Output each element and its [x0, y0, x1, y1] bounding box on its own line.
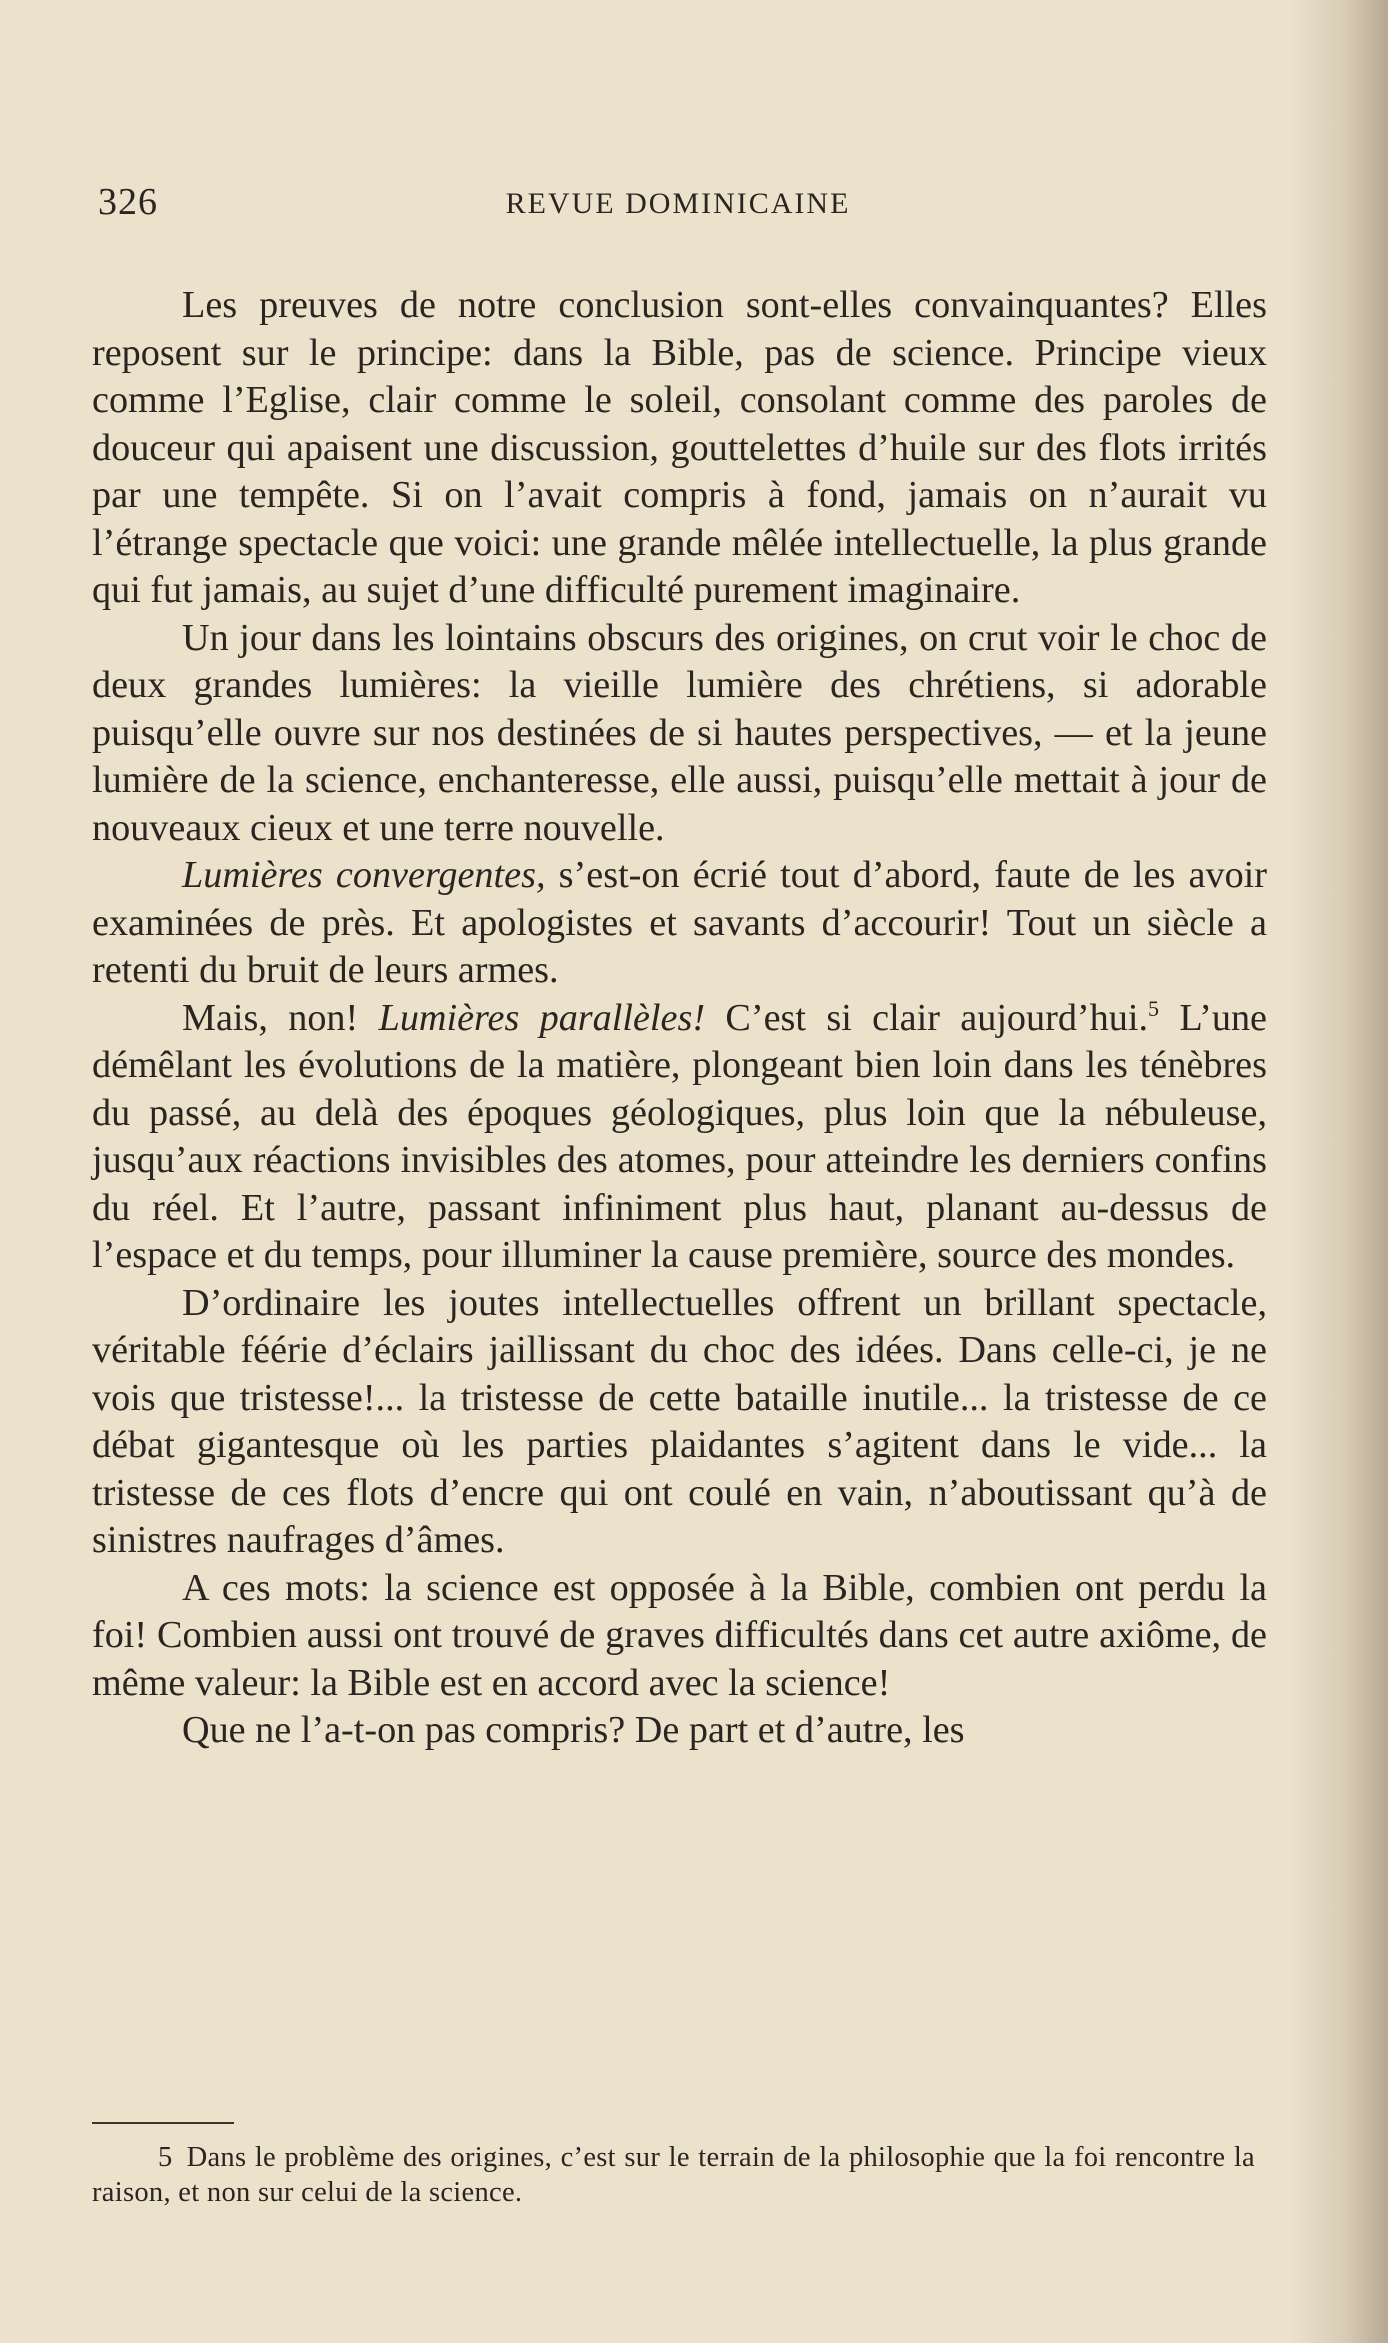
body-text [92, 282, 1267, 1755]
paragraph-4 [92, 995, 1267, 1280]
paragraph-5: D’ordinaire les joutes intellectuelles offrent un brillant spectacle, véritable féérie d’éclairs jaillissant du choc des idées. Dans celle-ci, je ne vois que tristesse!... la tristesse de cette bataille inutile... la tristesse de ce débat gigantesque où les parties plaidantes s’agitent dans le vide... la tristesse de ces flots d’encre qui ont coulé en vain, n’aboutissant qu’à de sinistres naufrages d’âmes. [92, 1281, 1267, 1561]
footnote-reference: 5 [1148, 995, 1159, 1021]
journal-title: REVUE DOMINICAINE [505, 187, 851, 220]
paragraph-6: A ces mots: la science est opposée à la Bible, combien ont perdu la foi! Combien aussi ont trouvé de graves difficultés dans cet autre axiôme, de même valeur: la Bible est en accord avec la science! [92, 1566, 1267, 1704]
paragraph-4-mid: C’est si clair aujourd’hui. [705, 996, 1148, 1039]
footnote-text: Dans le problème des origines, c’est sur le terrain de la philosophie que la foi rencontre la raison, et non sur celui de la science. [92, 2142, 1255, 2208]
running-head [98, 180, 1258, 230]
paragraph-3 [92, 852, 1267, 995]
paragraph-7: Que ne l’a-t-on pas compris? De part et d’autre, les [182, 1709, 965, 1751]
paragraph-3-text: s’est-on écrié tout d’abord, faute de les avoir examinées de près. Et apologistes et savants d’accourir! Tout un siècle a retenti du bruit de leurs armes. [92, 854, 1267, 991]
paragraph-3-italic: Lumières convergentes, [182, 854, 546, 896]
paragraph-4-text: L’une démêlant les évolutions de la matière, plongeant bien loin dans les ténèbres du passé, au delà des époques géologiques, plus loin que la nébuleuse, jusqu’aux réactions invisibles des atomes, pour atteindre les derniers confins du réel. Et l’autre, passant infiniment plus haut, planant au-dessus de l’espace et du temps, pour illuminer la cause première, source des mondes. [92, 996, 1267, 1276]
paragraph-1: Les preuves de notre conclusion sont-elles convainquantes? Elles reposent sur le principe: dans la Bible, pas de science. Principe vieux comme l’Eglise, clair comme le soleil, consolant comme des paroles de douceur qui apaisent une discussion, gouttelettes d’huile sur des flots irrités par une tempête. Si on l’avait compris à fond, jamais on n’aurait vu l’étrange spectacle que voici: une grande mêlée intellectuelle, la plus grande qui fut jamais, au sujet d’une difficulté purement imaginaire. [92, 284, 1267, 611]
paragraph-4-start: Mais, non! [182, 996, 379, 1039]
footnote [92, 2140, 1255, 2210]
footnote-divider [92, 2122, 234, 2124]
footnote-number: 5 [158, 2142, 173, 2173]
paragraph-2: Un jour dans les lointains obscurs des origines, on crut voir le choc de deux grandes lumières: la vieille lumière des chrétiens, si adorable puisqu’elle ouvre sur nos destinées de si hautes perspectives, — et la jeune lumière de la science, enchanteresse, elle aussi, puisqu’elle mettait à jour de nouveaux cieux et une terre nouvelle. [92, 616, 1267, 849]
paragraph-4-italic: Lumières parallèles! [378, 996, 706, 1039]
page-number: 326 [98, 181, 158, 223]
